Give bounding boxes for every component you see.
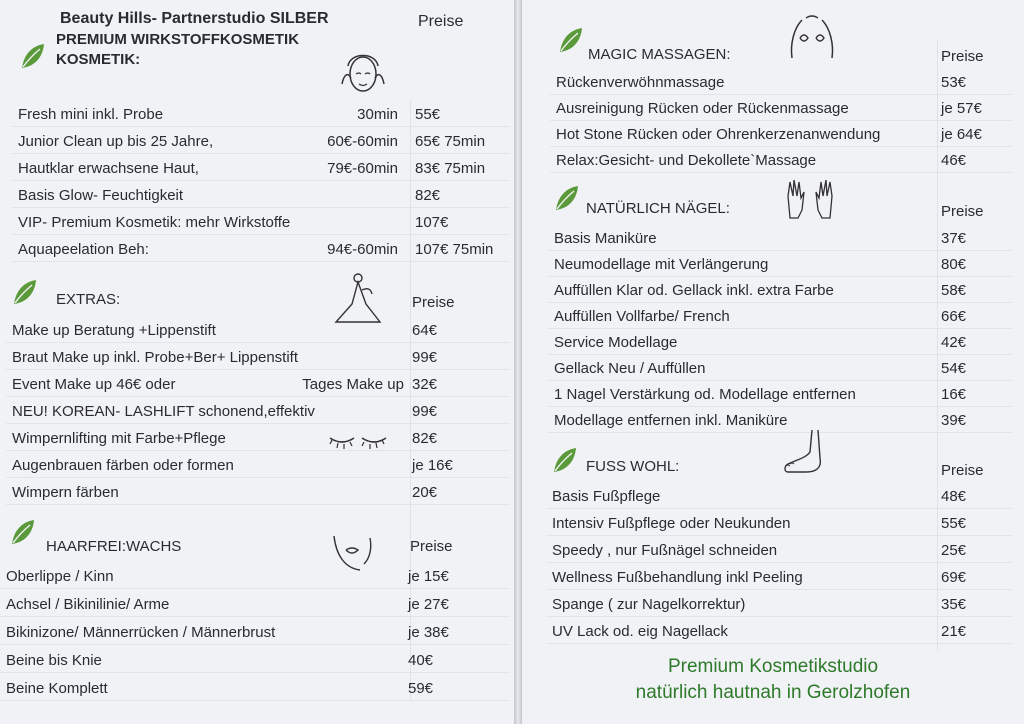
service-price: 25€ xyxy=(941,542,967,559)
service-name: Gellack Neu / Auffüllen xyxy=(554,360,706,377)
service-price: 99€ xyxy=(412,403,438,420)
studio-title: Beauty Hills- Partnerstudio SILBER xyxy=(60,10,329,27)
service-name: Spange ( zur Nagelkorrektur) xyxy=(552,596,746,613)
service-name: Basis Glow- Feuchtigkeit xyxy=(18,187,184,204)
service-price: 55€ xyxy=(415,106,441,123)
service-price: 37€ xyxy=(941,230,967,247)
service-price: 48€ xyxy=(941,488,967,505)
foot-icon xyxy=(782,428,838,476)
footer-line-2: natürlich hautnah in Gerolzhofen xyxy=(635,682,911,703)
leaf-icon xyxy=(10,278,38,306)
service-duration: 30min xyxy=(357,106,398,123)
face-care-icon xyxy=(334,44,392,102)
service-name: Auffüllen Vollfarbe/ French xyxy=(554,308,730,325)
leaf-icon xyxy=(550,446,578,474)
service-price: 66€ xyxy=(941,308,967,325)
extras-price-header: Preise xyxy=(412,294,455,311)
price-row xyxy=(0,620,510,645)
service-name: Beine Komplett xyxy=(6,680,108,697)
price-row xyxy=(548,304,1012,329)
massage-hands-icon xyxy=(786,14,838,60)
service-price: 99€ xyxy=(412,349,438,366)
haarfrei-title: HAARFREI:WACHS xyxy=(46,538,182,555)
price-row xyxy=(12,210,510,235)
service-name: Relax:Gesicht- und Dekollete`Massage xyxy=(556,152,817,169)
eyelashes-icon xyxy=(328,430,388,450)
price-row xyxy=(546,592,1012,617)
haarfrei-price-header: Preise xyxy=(410,538,453,555)
service-price: 16€ xyxy=(941,386,967,403)
price-row xyxy=(0,564,510,589)
service-price: 55€ xyxy=(941,515,967,532)
service-price: 65€ 75min xyxy=(415,133,486,150)
service-price: 35€ xyxy=(941,596,967,613)
price-row xyxy=(550,70,1012,95)
service-price: 82€ xyxy=(412,430,438,447)
price-row xyxy=(12,156,510,181)
header-price-label: Preise xyxy=(418,13,464,30)
price-row xyxy=(0,592,510,617)
naegel-price-header: Preise xyxy=(941,203,984,220)
service-name: Make up Beratung +Lippenstift xyxy=(12,322,216,339)
service-name: Basis Fußpflege xyxy=(552,488,661,505)
service-name: Bikinizone/ Männerrücken / Männerbrust xyxy=(6,624,276,641)
service-price: 82€ xyxy=(415,187,441,204)
service-price: 21€ xyxy=(941,623,967,640)
price-row xyxy=(6,345,510,370)
service-price: 83€ 75min xyxy=(415,160,486,177)
service-price: 54€ xyxy=(941,360,967,377)
price-row xyxy=(546,484,1012,509)
service-price: 42€ xyxy=(941,334,967,351)
service-price: 69€ xyxy=(941,569,967,586)
price-row xyxy=(6,372,510,397)
leaf-icon xyxy=(8,518,36,546)
service-price: 107€ 75min xyxy=(415,241,494,258)
leaf-icon xyxy=(552,184,580,212)
service-duration: Tages Make up xyxy=(302,376,404,393)
service-duration: 94€-60min xyxy=(327,241,398,258)
price-row xyxy=(0,676,510,701)
service-name: Basis Maniküre xyxy=(554,230,657,247)
premium-title: PREMIUM WIRKSTOFFKOSMETIK xyxy=(56,31,300,48)
price-row xyxy=(546,619,1012,644)
service-price: 39€ xyxy=(941,412,967,429)
price-row xyxy=(6,318,510,343)
hands-icon xyxy=(784,176,836,220)
service-price: 64€ xyxy=(412,322,438,339)
massagen-price-header: Preise xyxy=(941,48,984,65)
price-row xyxy=(548,226,1012,251)
service-price: 107€ xyxy=(415,214,449,231)
service-name: Rückenverwöhnmassage xyxy=(556,74,725,91)
fuss-title: FUSS WOHL: xyxy=(586,458,680,475)
service-name: Wellness Fußbehandlung inkl Peeling xyxy=(552,569,803,586)
price-row xyxy=(546,538,1012,563)
service-name: Modellage entfernen inkl. Maniküre xyxy=(554,412,788,429)
price-row xyxy=(548,278,1012,303)
price-row xyxy=(546,511,1012,536)
service-name: Wimpernlifting mit Farbe+Pflege xyxy=(12,430,226,447)
fuss-price-header: Preise xyxy=(941,462,984,479)
service-price: 20€ xyxy=(412,484,438,501)
service-price: je 27€ xyxy=(408,596,449,613)
service-price: 46€ xyxy=(941,152,967,169)
price-row xyxy=(12,129,510,154)
price-row xyxy=(548,330,1012,355)
service-name: Augenbrauen färben oder formen xyxy=(12,457,234,474)
service-name: Wimpern färben xyxy=(12,484,119,501)
price-row xyxy=(548,252,1012,277)
service-name: Intensiv Fußpflege oder Neukunden xyxy=(552,515,791,532)
price-row xyxy=(6,453,510,478)
footer-line-1: Premium Kosmetikstudio xyxy=(667,656,879,677)
service-price: je 15€ xyxy=(408,568,449,585)
service-name: Hot Stone Rücken oder Ohrenkerzenanwendung xyxy=(556,126,881,143)
price-row xyxy=(12,237,510,262)
service-name: Junior Clean up bis 25 Jahre, xyxy=(18,133,214,150)
price-row xyxy=(0,648,510,673)
service-price: 80€ xyxy=(941,256,967,273)
price-row xyxy=(546,565,1012,590)
price-row xyxy=(548,408,1012,433)
service-price: 32€ xyxy=(412,376,438,393)
service-name: Speedy , nur Fußnägel schneiden xyxy=(552,542,778,559)
service-price: je 64€ xyxy=(941,126,982,143)
price-row xyxy=(548,382,1012,407)
leaf-icon xyxy=(18,42,46,70)
page-fold xyxy=(514,0,522,724)
service-price: 59€ xyxy=(408,680,434,697)
service-name: Ausreinigung Rücken oder Rückenmassage xyxy=(556,100,849,117)
price-row xyxy=(550,96,1012,121)
service-price: je 57€ xyxy=(941,100,982,117)
service-name: Auffüllen Klar od. Gellack inkl. extra Farbe xyxy=(554,282,834,299)
service-name: 1 Nagel Verstärkung od. Modellage entfernen xyxy=(554,386,856,403)
price-row xyxy=(6,426,510,451)
service-price: 58€ xyxy=(941,282,967,299)
service-price: je 38€ xyxy=(408,624,449,641)
service-price: je 16€ xyxy=(412,457,453,474)
service-name: Oberlippe / Kinn xyxy=(6,568,114,585)
service-name: Event Make up 46€ oder xyxy=(12,376,176,393)
price-row xyxy=(6,480,510,505)
price-row xyxy=(12,183,510,208)
service-price: 53€ xyxy=(941,74,967,91)
service-name: Achsel / Bikinilinie/ Arme xyxy=(6,596,170,613)
massagen-title: MAGIC MASSAGEN: xyxy=(588,46,731,63)
service-name: Neumodellage mit Verlängerung xyxy=(554,256,769,273)
service-name: UV Lack od. eig Nagellack xyxy=(552,623,728,640)
price-row xyxy=(12,102,510,127)
leaf-icon xyxy=(556,26,584,54)
service-name: Beine bis Knie xyxy=(6,652,102,669)
service-name: Service Modellage xyxy=(554,334,678,351)
naegel-title: NATÜRLICH NÄGEL: xyxy=(586,200,730,217)
service-name: Aquapeelation Beh: xyxy=(18,241,149,258)
price-row xyxy=(6,399,510,424)
price-row xyxy=(550,148,1012,173)
service-duration: 60€-60min xyxy=(327,133,398,150)
kosmetik-title: KOSMETIK: xyxy=(56,51,141,68)
service-name: Hautklar erwachsene Haut, xyxy=(18,160,199,177)
service-name: Fresh mini inkl. Probe xyxy=(18,106,164,123)
price-row xyxy=(548,356,1012,381)
price-row xyxy=(550,122,1012,147)
service-name: NEU! KOREAN- LASHLIFT schonend,effektiv xyxy=(12,403,315,420)
service-price: 40€ xyxy=(408,652,434,669)
service-name: VIP- Premium Kosmetik: mehr Wirkstoffe xyxy=(18,214,291,231)
extras-title: EXTRAS: xyxy=(56,291,121,308)
service-name: Braut Make up inkl. Probe+Ber+ Lippenstift xyxy=(12,349,298,366)
service-duration: 79€-60min xyxy=(327,160,398,177)
